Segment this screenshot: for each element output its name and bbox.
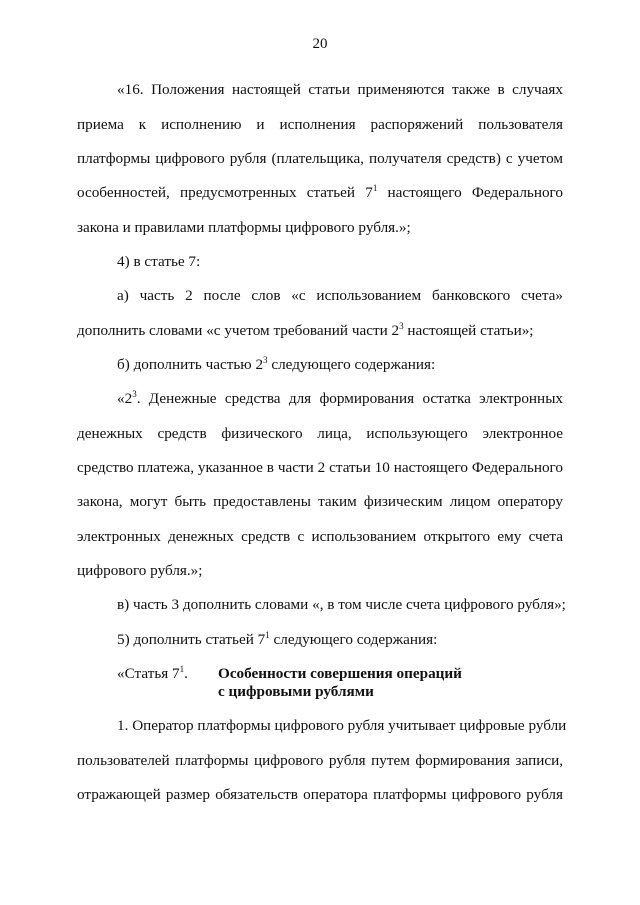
- paragraph-line: денежных средств физического лица, использующего электронное: [77, 425, 563, 442]
- paragraph-line: в) часть 3 дополнить словами «, в том числе счета цифрового рубля»;: [117, 596, 566, 613]
- paragraph-line: «16. Положения настоящей статьи применяются также в случаях: [117, 81, 563, 98]
- page-number: 20: [312, 36, 328, 52]
- paragraph-line: дополнить словами «с учетом требований части $2^3$ настоящей статьи»;: [77, 321, 534, 339]
- article-heading-prefix: «Статья $7^1$.: [117, 664, 188, 682]
- paragraph-line: средство платежа, указанное в части 2 статьи 10 настоящего Федерального: [77, 459, 563, 476]
- article-title: Особенности совершения операций: [218, 665, 462, 682]
- paragraph-line: «$2^3$. Денежные средства для формирования остатка электронных: [117, 389, 563, 407]
- superscript: 3: [132, 389, 137, 399]
- superscript: 1: [179, 664, 185, 674]
- paragraph-line: платформы цифрового рубля (плательщика, получателя средств) с учетом: [77, 150, 563, 167]
- paragraph-line: цифрового рубля.»;: [77, 562, 203, 579]
- paragraph-line: особенностей, предусмотренных статьей $7^1$ настоящего Федерального: [77, 183, 563, 201]
- paragraph-line: пользователей платформы цифрового рубля путем формирования записи,: [77, 752, 563, 769]
- paragraph-line: отражающей размер обязательств оператора платформы цифрового рубля: [77, 786, 563, 803]
- paragraph-line: закона и правилами платформы цифрового рубля.»;: [77, 219, 411, 236]
- superscript: 3: [263, 355, 268, 365]
- paragraph-line: 5) дополнить статьей $7^1$ следующего содержания:: [117, 630, 438, 648]
- superscript: 1: [372, 183, 378, 193]
- paragraph-line: закона, могут быть предоставлены таким физическим лицом оператору: [77, 493, 563, 510]
- paragraph-line: приема к исполнению и исполнения распоряжений пользователя: [77, 116, 563, 133]
- list-item: 4) в статье 7:: [117, 253, 201, 270]
- paragraph-line: а) часть 2 после слов «с использованием банковского счета»: [117, 287, 563, 304]
- superscript: 1: [265, 630, 270, 640]
- paragraph-line: б) дополнить частью $2^3$ следующего содержания:: [117, 355, 436, 373]
- article-title: с цифровыми рублями: [218, 683, 374, 700]
- paragraph-line: 1. Оператор платформы цифрового рубля учитывает цифровые рубли: [117, 717, 567, 734]
- superscript: 3: [399, 321, 404, 331]
- paragraph-line: электронных денежных средств с использованием открытого ему счета: [77, 528, 563, 545]
